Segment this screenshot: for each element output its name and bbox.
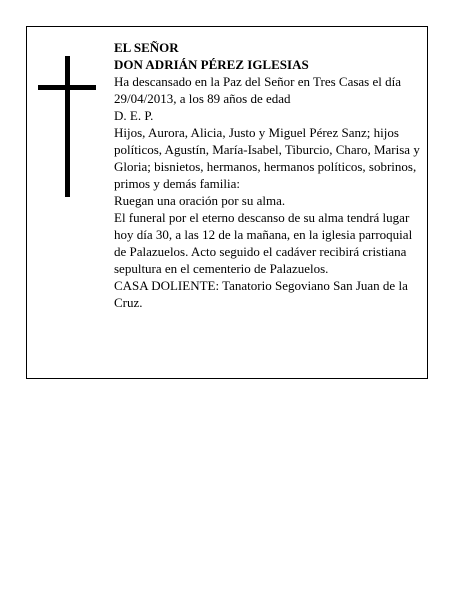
latin-cross-icon: [27, 27, 107, 207]
prayer-request: Ruegan una oración por su alma.: [114, 193, 286, 208]
cross-horizontal-bar: [38, 85, 96, 90]
family-list: Hijos, Aurora, Alicia, Justo y Miguel Pérez Sanz; hijos políticos, Agustín, María-Isabel, Tiburcio, Charo, Marisa y Gloria; bisnietos, hermanos, hermanos políticos, sobrinos, primos y demás familia:: [114, 125, 420, 191]
funeral-info: El funeral por el eterno descanso de su alma tendrá lugar hoy día 30, a las 12 de la mañana, en la iglesia parroquial de Palazuelos. Acto seguido el cadáver recibirá cristiana sepultura en el cementerio de Palazuelos.: [114, 210, 413, 276]
deceased-name: DON ADRIÁN PÉREZ IGLESIAS: [114, 57, 309, 72]
death-info: Ha descansado en la Paz del Señor en Tres Casas el día 29/04/2013, a los 89 años de edad: [114, 74, 402, 106]
cross-vertical-bar: [65, 56, 70, 197]
casa-doliente: CASA DOLIENTE: Tanatorio Segoviano San Juan de la Cruz.: [114, 278, 408, 310]
notice-text: [114, 39, 420, 311]
notice-title-line1: EL SEÑOR: [114, 40, 179, 55]
obituary-notice: [26, 26, 428, 379]
dep-text: D. E. P.: [114, 108, 154, 123]
